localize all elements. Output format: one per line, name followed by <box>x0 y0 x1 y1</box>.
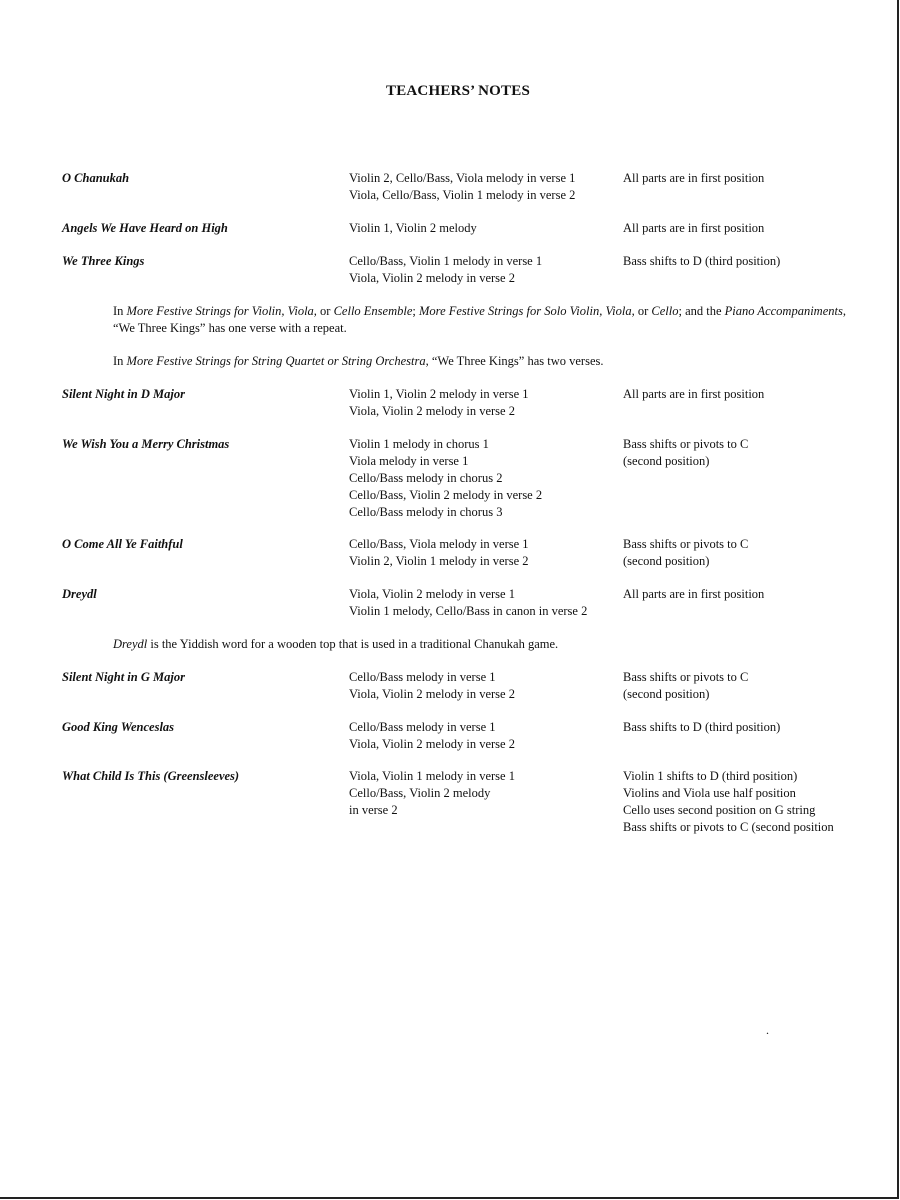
note-we-three-kings-editions <box>113 303 853 337</box>
parts-line: Cello/Bass melody in chorus 2 <box>349 471 503 485</box>
note-text: , “We Three Kings” has two verses. <box>425 354 604 368</box>
note-text: or <box>316 304 334 318</box>
parts-line: Cello/Bass, Violin 1 melody in verse 1 <box>349 254 543 268</box>
position-line: Violins and Viola use half position <box>623 786 796 800</box>
note-we-three-kings-quartet <box>113 353 853 370</box>
entry-position <box>623 669 895 703</box>
entry-title: O Chanukah <box>62 171 130 185</box>
entry-parts <box>349 386 619 420</box>
entry-parts <box>349 669 619 703</box>
entry-position <box>623 253 895 270</box>
note-italic: Piano Accompaniments <box>724 304 843 318</box>
position-line: Bass shifts or pivots to C <box>623 670 749 684</box>
position-line: All parts are in first position <box>623 171 765 185</box>
entry-title: We Wish You a Merry Christmas <box>62 437 230 451</box>
parts-line: Violin 1, Violin 2 melody <box>349 221 477 235</box>
position-line: Violin 1 shifts to D (third position) <box>623 769 798 783</box>
entry-parts <box>349 436 619 521</box>
note-text: is the Yiddish word for a wooden top that is used in a traditional Chanukah game. <box>147 637 559 651</box>
note-italic: Cello <box>651 304 679 318</box>
parts-line: in verse 2 <box>349 803 398 817</box>
entry-position <box>623 719 895 736</box>
entry-title: Good King Wenceslas <box>62 720 175 734</box>
position-line: All parts are in first position <box>623 387 765 401</box>
entry-parts <box>349 220 619 237</box>
position-line: Cello uses second position on G string <box>623 803 816 817</box>
note-italic: More Festive Strings for Solo Violin, Viola, <box>419 304 635 318</box>
entry-title: Dreydl <box>62 587 97 601</box>
parts-line: Cello/Bass, Violin 2 melody <box>349 786 491 800</box>
entry-position <box>623 586 895 603</box>
position-line: (second position) <box>623 554 710 568</box>
entry-position <box>623 220 895 237</box>
parts-line: Viola, Violin 2 melody in verse 1 <box>349 587 515 601</box>
note-italic: Dreydl <box>113 637 148 651</box>
note-italic: More Festive Strings for Violin, Viola, <box>126 304 317 318</box>
position-line: (second position) <box>623 454 710 468</box>
position-line: All parts are in first position <box>623 221 765 235</box>
entry-parts <box>349 719 619 753</box>
entry-title: Angels We Have Heard on High <box>62 221 228 235</box>
parts-line: Violin 1 melody in chorus 1 <box>349 437 489 451</box>
entry-position <box>623 768 895 836</box>
entry-parts <box>349 170 619 204</box>
note-italic: More Festive Strings for String Quartet or String Orchestra <box>126 354 426 368</box>
parts-line: Viola, Violin 2 melody in verse 2 <box>349 737 515 751</box>
note-text: ; <box>412 304 420 318</box>
parts-line: Cello/Bass, Violin 2 melody in verse 2 <box>349 488 543 502</box>
entry-position <box>623 386 895 403</box>
parts-line: Violin 1 melody, Cello/Bass in canon in verse 2 <box>349 604 588 618</box>
entry-parts <box>349 536 619 570</box>
parts-line: Violin 2, Cello/Bass, Viola melody in verse 1 <box>349 171 576 185</box>
note-text: or <box>634 304 652 318</box>
note-text: , “We Three Kings” has one verse with a repeat. <box>113 304 846 335</box>
position-line: Bass shifts or pivots to C (second position <box>623 820 834 834</box>
entry-parts <box>349 586 619 620</box>
page-title: TEACHERS’ NOTES <box>385 83 530 99</box>
entry-position <box>623 536 895 570</box>
parts-line: Viola, Violin 1 melody in verse 1 <box>349 769 515 783</box>
position-line: Bass shifts to D (third position) <box>623 254 781 268</box>
parts-line: Viola, Cello/Bass, Violin 1 melody in verse 2 <box>349 188 576 202</box>
position-line: All parts are in first position <box>623 587 765 601</box>
position-line: Bass shifts to D (third position) <box>623 720 781 734</box>
parts-line: Violin 2, Violin 1 melody in verse 2 <box>349 554 529 568</box>
entry-position <box>623 170 895 187</box>
entry-title: Silent Night in G Major <box>62 670 185 684</box>
position-line: Bass shifts or pivots to C <box>623 537 749 551</box>
note-text: In <box>113 354 127 368</box>
entry-parts <box>349 253 619 287</box>
parts-line: Viola, Violin 2 melody in verse 2 <box>349 271 515 285</box>
note-dreydl <box>113 636 853 653</box>
entry-position <box>623 436 895 470</box>
entry-parts <box>349 768 619 819</box>
entry-title: We Three Kings <box>62 254 145 268</box>
parts-line: Cello/Bass melody in verse 1 <box>349 670 496 684</box>
footer-mark: . <box>766 1023 769 1037</box>
position-line: (second position) <box>623 687 710 701</box>
parts-line: Viola, Violin 2 melody in verse 2 <box>349 687 515 701</box>
parts-line: Violin 1, Violin 2 melody in verse 1 <box>349 387 529 401</box>
entry-title: What Child Is This (Greensleeves) <box>62 769 240 783</box>
entry-title: Silent Night in D Major <box>62 387 185 401</box>
parts-line: Viola, Violin 2 melody in verse 2 <box>349 404 515 418</box>
parts-line: Cello/Bass melody in verse 1 <box>349 720 496 734</box>
note-italic: Cello Ensemble <box>333 304 413 318</box>
position-line: Bass shifts or pivots to C <box>623 437 749 451</box>
note-text: In <box>113 304 127 318</box>
parts-line: Cello/Bass melody in chorus 3 <box>349 505 503 519</box>
parts-line: Cello/Bass, Viola melody in verse 1 <box>349 537 529 551</box>
entry-title: O Come All Ye Faithful <box>62 537 183 551</box>
parts-line: Viola melody in verse 1 <box>349 454 469 468</box>
note-text: ; and the <box>678 304 725 318</box>
